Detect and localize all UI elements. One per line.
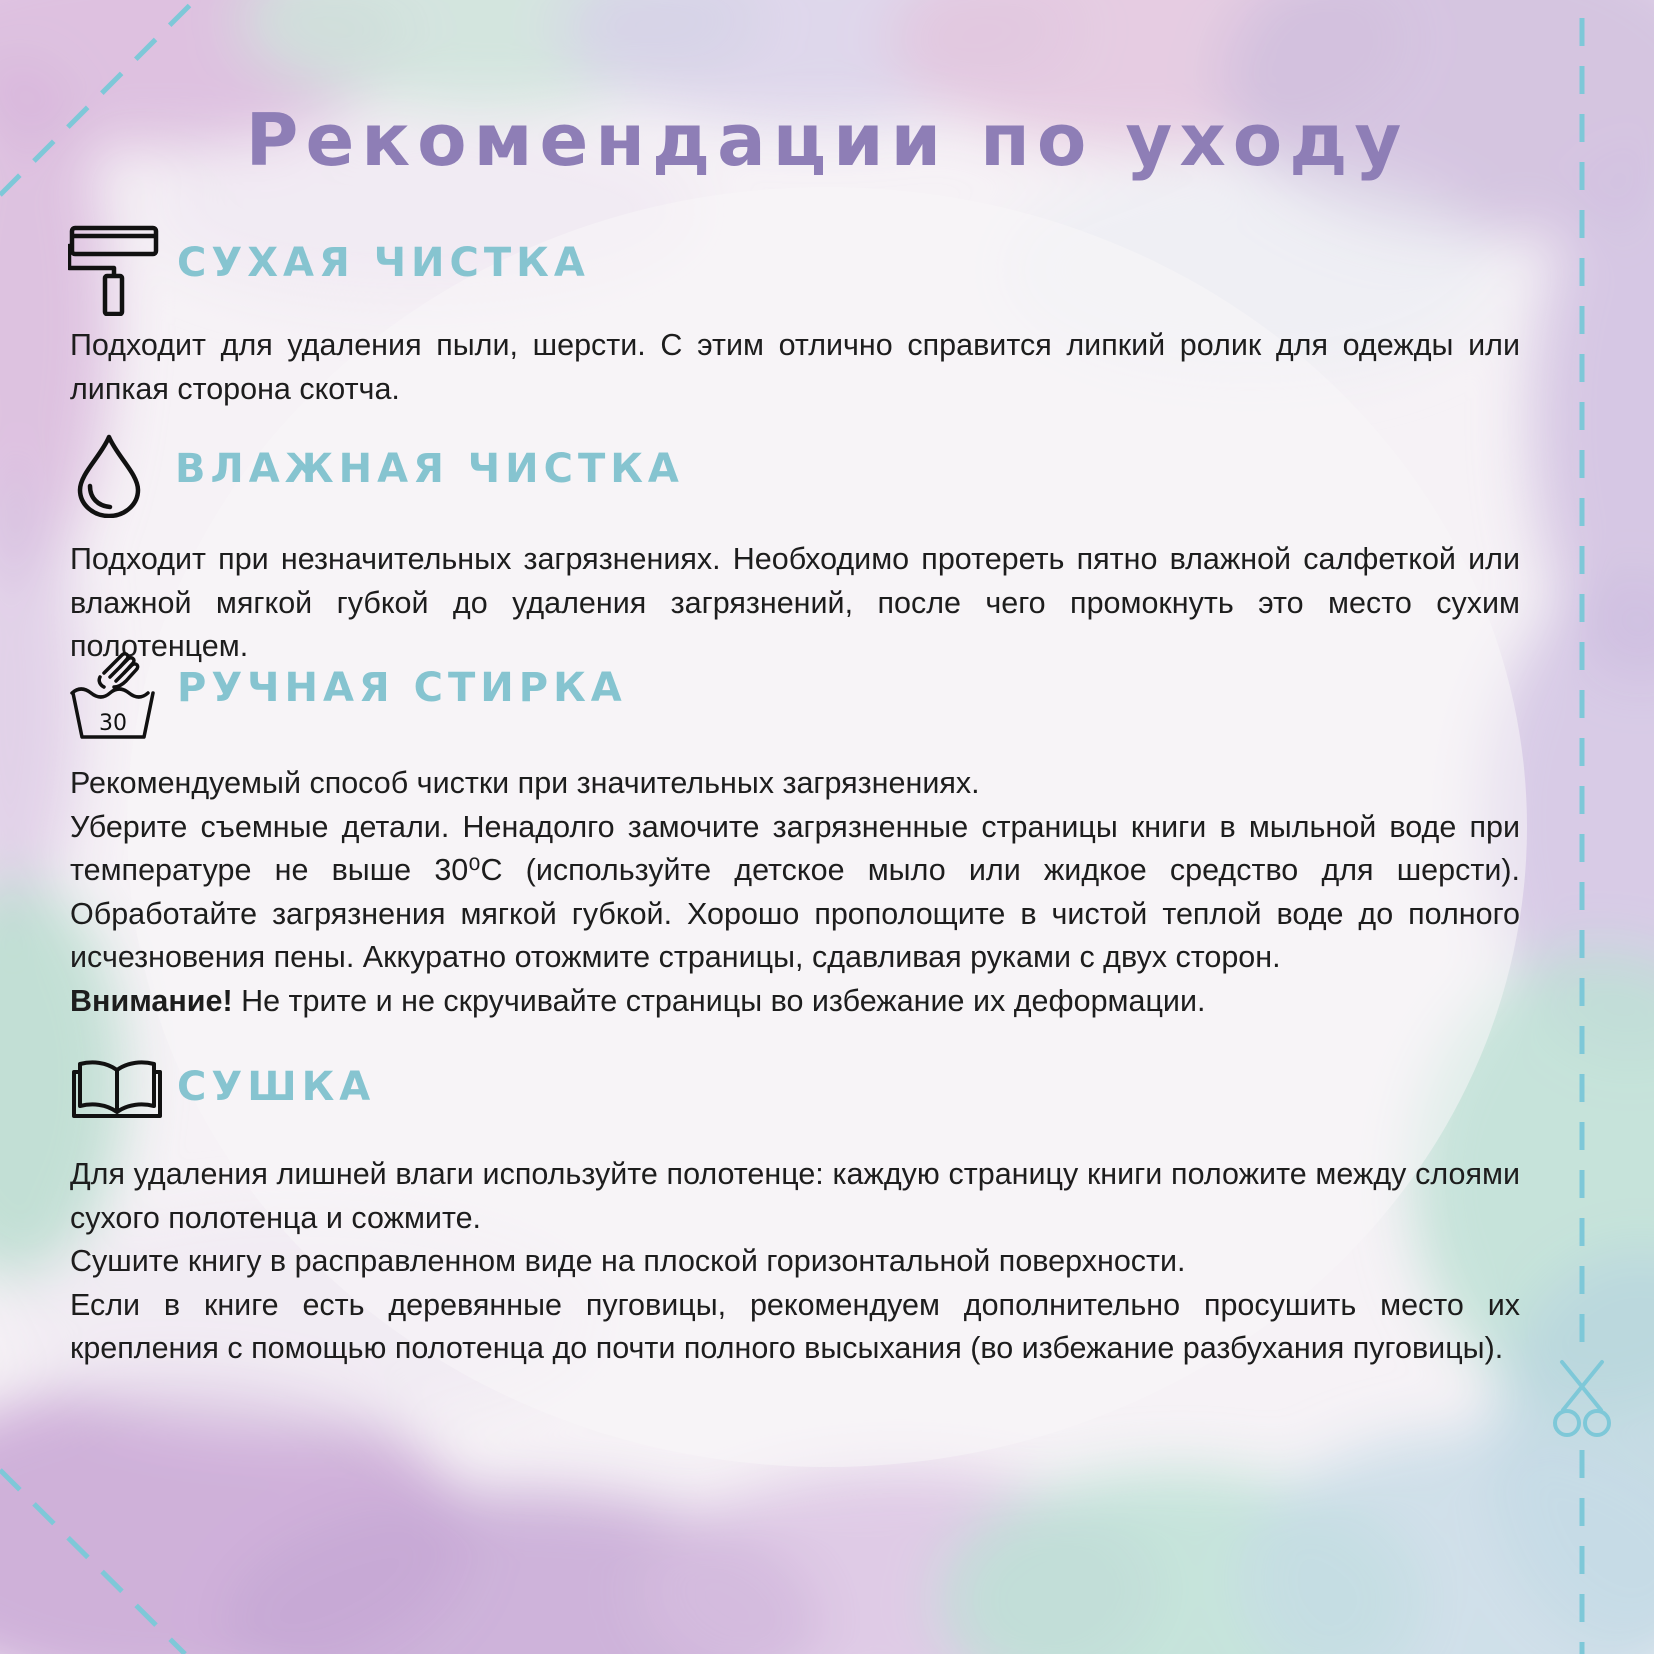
section-drying: [70, 1040, 1520, 1365]
temperature-label: 30: [99, 711, 127, 736]
page-title: Рекомендации по уходу: [245, 98, 1409, 182]
section-body: [70, 324, 1520, 411]
section-heading: СУХАЯ ЧИСТКА: [177, 240, 590, 286]
paragraph: Подходит для удаления пыли, шерсти. С этим отлично справится липкий ролик для одежды или липкая сторона скотча.: [70, 328, 1520, 406]
paragraph: Для удаления лишней влаги используйте полотенце: каждую страницу книги положите между слоями сухого полотенца и сожмите.: [70, 1157, 1520, 1235]
paragraph: Подходит при незначительных загрязнениях. Необходимо протереть пятно влажной салфеткой или влажной мягкой губкой до удаления загрязнений, после чего промокнуть это место сухим полотенцем.: [70, 542, 1520, 663]
warning-label: Внимание!: [70, 983, 233, 1018]
paragraph: Рекомендуемый способ чистки при значительных загрязнениях.: [70, 766, 980, 800]
paragraph: Уберите съемные детали. Ненадолго замочите загрязненные страницы книги в мыльной воде при температуре не выше 30⁰С (используйте детское мыло или жидкое средство для шерсти). Обработайте загрязнения мягкой губкой. Хорошо прополощите в чистой теплой воде до полного исчезновения пены. Аккуратно отожмите страницы, сдавливая руками с двух сторон.: [70, 809, 1520, 974]
section-body: [70, 1153, 1520, 1371]
section-hand-wash: [70, 645, 1520, 1018]
warning-text: Не трите и не скручивайте страницы во избежание их деформации.: [232, 983, 1206, 1018]
section-heading: ВЛАЖНАЯ ЧИСТКА: [175, 446, 684, 492]
section-heading: РУЧНАЯ СТИРКА: [177, 665, 627, 711]
open-book-icon: [72, 1058, 162, 1120]
section-body: [70, 762, 1520, 1023]
section-wet-cleaning: [70, 430, 1520, 663]
section-heading: СУШКА: [177, 1064, 376, 1110]
hand-wash-icon: [70, 649, 156, 741]
water-drop-icon: [76, 434, 142, 518]
warning-paragraph: [70, 980, 1520, 1024]
paragraph: Сушите книгу в расправленном виде на плоской горизонтальной поверхности.: [70, 1244, 1186, 1278]
section-dry-cleaning: [70, 220, 1520, 406]
paragraph: Если в книге есть деревянные пуговицы, рекомендуем дополнительно просушить место их крепления с помощью полотенца до почти полного высыхания (во избежание разбухания пуговицы).: [70, 1287, 1520, 1365]
paint-roller-icon: [68, 224, 160, 316]
